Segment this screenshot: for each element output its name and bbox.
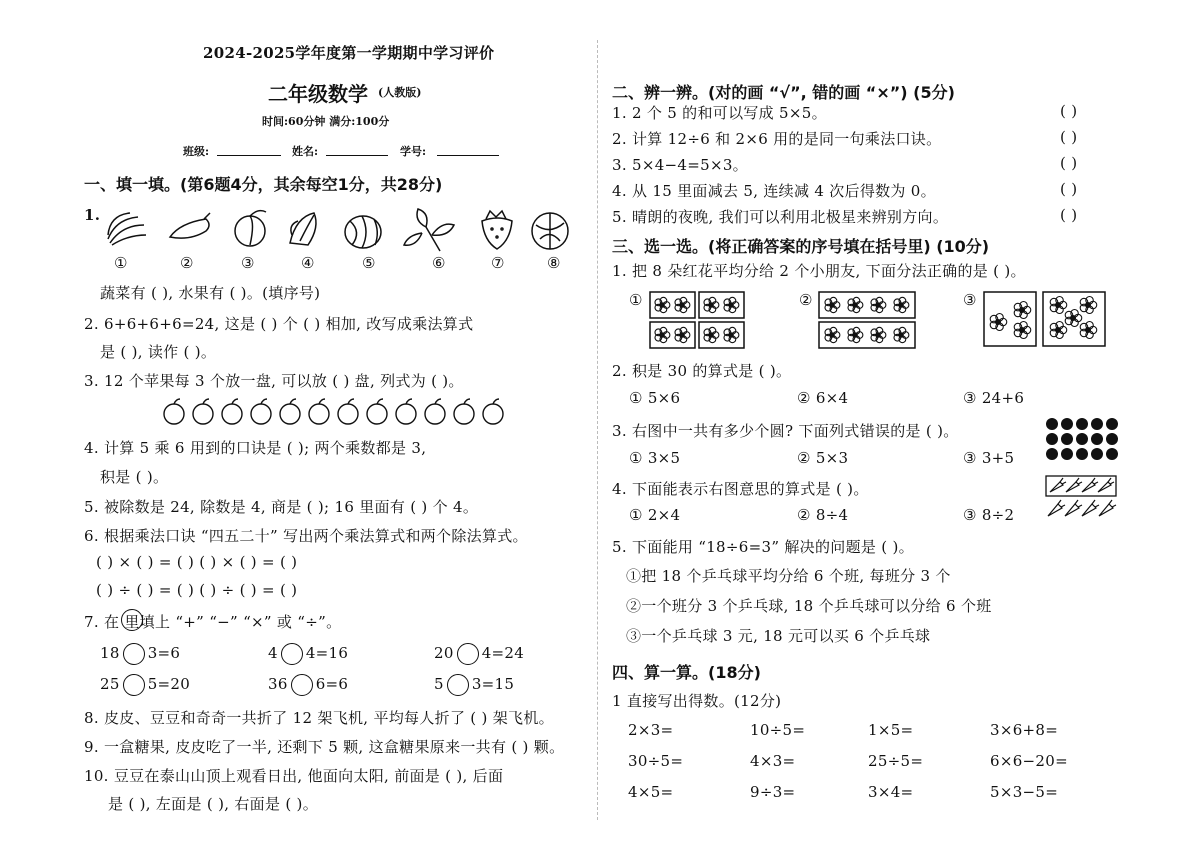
s3-q4-opt1: ① 2×4 — [629, 506, 681, 524]
judge-item: 3. 5×4−4=5×3。 — [612, 156, 748, 174]
q7-item-4: 25 5=20 — [100, 674, 190, 696]
carrot-icon — [1082, 500, 1099, 516]
flower-icon — [825, 327, 840, 342]
q10-line2: 是 ( ), 左面是 ( ), 右面是 ( )。 — [108, 795, 318, 813]
s3-q3-opt2: ② 5×3 — [797, 449, 849, 467]
flower-icon — [675, 297, 690, 312]
q3-text: 3. 12 个苹果每 3 个放一盘, 可以放 ( ) 盘, 列式为 ( )。 — [84, 372, 464, 390]
group-box — [984, 292, 1036, 346]
flower-icon — [655, 297, 670, 312]
judge-item: 2. 计算 12÷6 和 2×6 用的是同一句乘法口诀。 — [612, 130, 942, 148]
calc-item: 25÷5= — [868, 752, 924, 770]
q7-item-5: 36 6=6 — [268, 674, 348, 696]
section1-heading: 一、填一填。(第6题4分，其余每空1分，共28分) — [84, 175, 443, 194]
flower-icon — [1014, 321, 1031, 338]
name-label: 姓名: — [292, 145, 319, 158]
q2-line1: 2. 6+6+6+6=24, 这是 ( ) 个 ( ) 相加, 改写成乘法算式 — [84, 315, 474, 333]
calc-item: 6×6−20= — [990, 752, 1068, 770]
s3-q1: 1. 把 8 朵红花平均分给 2 个小朋友, 下面分法正确的是 ( )。 — [612, 262, 1026, 280]
q4-line2: 积是 ( )。 — [100, 468, 169, 486]
flower-icon — [1080, 296, 1097, 313]
dot — [1076, 448, 1088, 460]
q7-item-2: 4 4=16 — [268, 643, 348, 665]
flower-icon — [1065, 309, 1082, 326]
judge-item: 4. 从 15 里面减去 5, 连续减 4 次后得数为 0。 — [612, 182, 936, 200]
flower-icon — [1080, 321, 1097, 338]
q8-text: 8. 皮皮、豆豆和奇奇一共折了 12 架飞机, 平均每人折了 ( ) 架飞机。 — [84, 709, 554, 727]
page-title: 二年级数学 — [268, 82, 368, 106]
calc-item: 4×5= — [628, 783, 674, 801]
dot — [1046, 433, 1058, 445]
edition-label: (人教版) — [378, 86, 422, 99]
dot — [1106, 448, 1118, 460]
dot-grid — [1044, 416, 1120, 464]
s3-q5-opt2: ②一个班分 3 个乒乓球, 18 个乒乓球可以分给 6 个班 — [626, 597, 992, 615]
q6-text: 6. 根据乘法口诀 “四五二十” 写出两个乘法算式和两个除法算式。 — [84, 527, 528, 545]
calc-item: 3×6+8= — [990, 721, 1059, 739]
answer-paren[interactable]: ( ) — [1060, 128, 1078, 146]
q5-text: 5. 被除数是 24, 除数是 4, 商是 ( ); 16 里面有 ( ) 个 4。 — [84, 498, 479, 516]
flower-icon — [825, 297, 840, 312]
section2-heading: 二、辨一辨。(对的画 “√”, 错的画 “×”) (5分) — [612, 83, 955, 102]
q9-text: 9. 一盒糖果, 皮皮吃了一半, 还剩下 5 颗, 这盒糖果原来一共有 ( ) 颗。 — [84, 738, 565, 756]
s3-q5-opt3: ③一个乒乓球 3 元, 18 元可以买 6 个乒乓球 — [626, 627, 931, 645]
answer-paren[interactable]: ( ) — [1060, 206, 1078, 224]
dot — [1106, 418, 1118, 430]
flower-icon — [894, 327, 909, 342]
flower-icon — [894, 297, 909, 312]
q4-line1: 4. 计算 5 乘 6 用到的口诀是 ( ); 两个乘数都是 3, — [84, 439, 427, 457]
dot — [1046, 448, 1058, 460]
calc-item: 4×3= — [750, 752, 796, 770]
dot — [1061, 418, 1073, 430]
dot — [1091, 448, 1103, 460]
flower-icon — [990, 313, 1007, 330]
carrot-icon — [1066, 478, 1082, 492]
dot — [1046, 418, 1058, 430]
exam-header: 2024-2025学年度第一学期期中学习评价 — [203, 44, 495, 62]
flower-icon — [848, 297, 863, 312]
q7-item-6: 5 3=15 — [434, 674, 514, 696]
dot — [1091, 418, 1103, 430]
time-score: 时间:60分钟 满分:100分 — [262, 115, 390, 128]
calc-item: 3×4= — [868, 783, 914, 801]
dot — [1076, 418, 1088, 430]
flower-icon — [1014, 301, 1031, 318]
dot — [1091, 433, 1103, 445]
q6-row1: ( ) × ( ) = ( ) ( ) × ( ) = ( ) — [96, 553, 298, 571]
q1-text: 蔬菜有 ( ), 水果有 ( )。(填序号) — [100, 284, 321, 302]
judge-item: 1. 2 个 5 的和可以写成 5×5。 — [612, 104, 827, 122]
flower-icon — [724, 297, 739, 312]
carrot-icon — [1065, 500, 1082, 516]
q6-row2: ( ) ÷ ( ) = ( ) ( ) ÷ ( ) = ( ) — [96, 581, 298, 599]
dot — [1061, 448, 1073, 460]
q7-item-3: 20 4=24 — [434, 643, 524, 665]
carrot-icon — [1099, 500, 1116, 516]
calc-item: 9÷3= — [750, 783, 796, 801]
calc-item: 2×3= — [628, 721, 674, 739]
s3-q3-opt3: ③ 3+5 — [963, 449, 1015, 467]
id-label: 学号: — [400, 145, 427, 158]
s3-q2-opt3: ③ 24+6 — [963, 389, 1025, 407]
s3-q2: 2. 积是 30 的算式是 ( )。 — [612, 362, 792, 380]
s3-q2-opt2: ② 6×4 — [797, 389, 849, 407]
s3-q1-opt1: ① — [629, 291, 643, 309]
flower-icon — [871, 297, 886, 312]
flower-icon — [1050, 296, 1067, 313]
section3-heading: 三、选一选。(将正确答案的序号填在括号里) (10分) — [612, 237, 990, 256]
s3-q1-opt2: ② — [799, 291, 813, 309]
flower-icon — [1050, 321, 1067, 338]
s3-q3: 3. 右图中一共有多少个圆? 下面列式错误的是 ( )。 — [612, 422, 959, 440]
flower-icon — [724, 327, 739, 342]
calc-item: 10÷5= — [750, 721, 806, 739]
flower-icon — [704, 297, 719, 312]
class-label: 班级: — [183, 145, 210, 158]
calc-item: 5×3−5= — [990, 783, 1059, 801]
carrot-picture — [1044, 474, 1120, 520]
dot — [1061, 433, 1073, 445]
dot — [1076, 433, 1088, 445]
carrot-icon — [1048, 500, 1065, 516]
carrot-icon — [1098, 478, 1114, 492]
flower-icon — [704, 327, 719, 342]
s3-q4-opt3: ③ 8÷2 — [963, 506, 1015, 524]
answer-paren[interactable]: ( ) — [1060, 102, 1078, 120]
s3-q1-opt3: ③ — [963, 291, 977, 309]
s3-q5-opt1: ①把 18 个乒乓球平均分给 6 个班, 每班分 3 个 — [626, 567, 951, 585]
s3-q4-opt2: ② 8÷4 — [797, 506, 849, 524]
q1-number: 1. — [84, 206, 101, 224]
q7-item-1: 18 3=6 — [100, 643, 180, 665]
flower-icon — [871, 327, 886, 342]
flower-icon — [848, 327, 863, 342]
s3-q5: 5. 下面能用 “18÷6=3” 解决的问题是 ( )。 — [612, 538, 914, 556]
q10-line1: 10. 豆豆在泰山山顶上观看日出, 他面向太阳, 前面是 ( ), 后面 — [84, 767, 504, 785]
s3-q3-opt1: ① 3×5 — [629, 449, 681, 467]
q2-line2: 是 ( ), 读作 ( )。 — [100, 343, 217, 361]
answer-paren[interactable]: ( ) — [1060, 180, 1078, 198]
dot — [1106, 433, 1118, 445]
s3-q4: 4. 下面能表示右图意思的算式是 ( )。 — [612, 480, 869, 498]
s3-q2-opt1: ① 5×6 — [629, 389, 681, 407]
s4-sub: 1 直接写出得数。(12分) — [612, 692, 782, 710]
flower-icon — [675, 327, 690, 342]
calc-item: 1×5= — [868, 721, 914, 739]
q7-text: 7. 在 里填上 “+” “−” “×” 或 “÷”。 — [84, 613, 342, 631]
section4-heading: 四、算一算。(18分) — [612, 663, 761, 682]
calc-item: 30÷5= — [628, 752, 684, 770]
judge-item: 5. 晴朗的夜晚, 我们可以利用北极星来辨别方向。 — [612, 208, 949, 226]
carrot-icon — [1082, 478, 1098, 492]
flower-icon — [655, 327, 670, 342]
carrot-icon — [1050, 478, 1066, 492]
answer-paren[interactable]: ( ) — [1060, 154, 1078, 172]
